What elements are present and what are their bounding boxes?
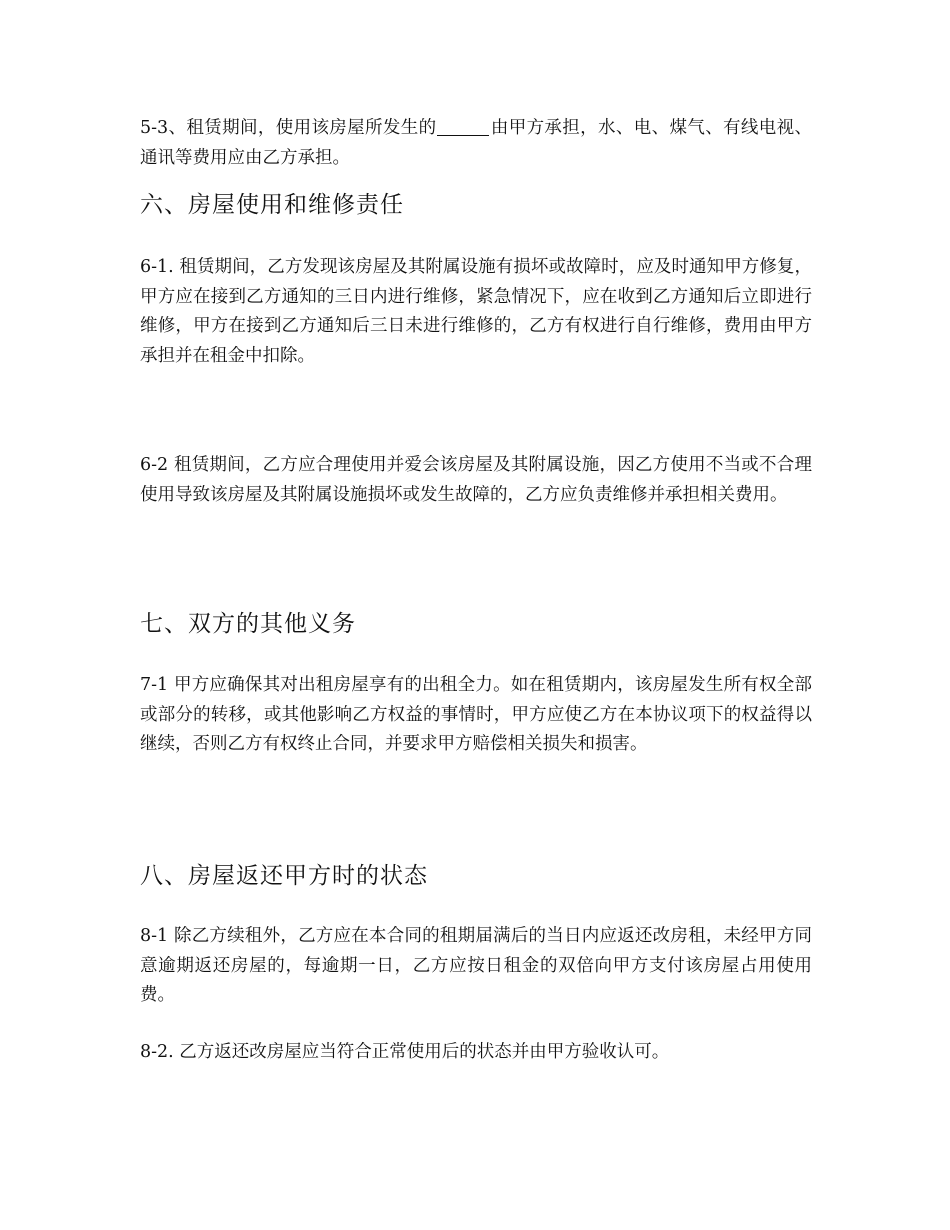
clause-8-2: 8-2. 乙方返还改房屋应当符合正常使用后的状态并由甲方验收认可。 xyxy=(140,1042,670,1062)
clause-6-1: 6-1. 租赁期间，乙方发现该房屋及其附属设施有损坏或故障时，应及时通知甲方修复，甲方应在接到乙方通知的三日内进行维修，紧急情况下，应在收到乙方通知后立即进行维修，甲方在接到乙方通知后三日未进行维修的，乙方有权进行自行维修，费用由甲方承担并在租金中扣除。 xyxy=(140,257,812,366)
clause-5-3-text-before: 5-3、租赁期间，使用该房屋所发生的 xyxy=(140,118,437,138)
clause-6-2: 6-2 租赁期间，乙方应合理使用并爱会该房屋及其附属设施，因乙方使用不当或不合理使用导致该房屋及其附属设施损坏或发生故障的，乙方应负责维修并承担相关费用。 xyxy=(140,455,812,505)
clause-7-1: 7-1 甲方应确保其对出租房屋享有的出租全力。如在租赁期内，该房屋发生所有权全部或部分的转移，或其他影响乙方权益的事情时，甲方应使乙方在本协议项下的权益得以继续，否则乙方有权终止合同，并要求甲方赔偿相关损失和损害。 xyxy=(140,675,812,754)
fill-in-blank[interactable] xyxy=(437,116,489,136)
section-7-heading: 七、双方的其他义务 xyxy=(140,611,356,637)
section-6-heading: 六、房屋使用和维修责任 xyxy=(140,192,404,218)
section-8-heading: 八、房屋返还甲方时的状态 xyxy=(140,863,428,889)
clause-5-3 xyxy=(140,114,812,173)
clause-5-3-text-after: 由甲方承担，水、电、煤气、有线电视、通讯等费用应由乙方承担。 xyxy=(140,118,813,168)
clause-8-1: 8-1 除乙方续租外，乙方应在本合同的租期届满后的当日内应返还改房租，未经甲方同意逾期返还房屋的，每逾期一日，乙方应按日租金的双倍向甲方支付该房屋占用使用费。 xyxy=(140,926,812,1005)
